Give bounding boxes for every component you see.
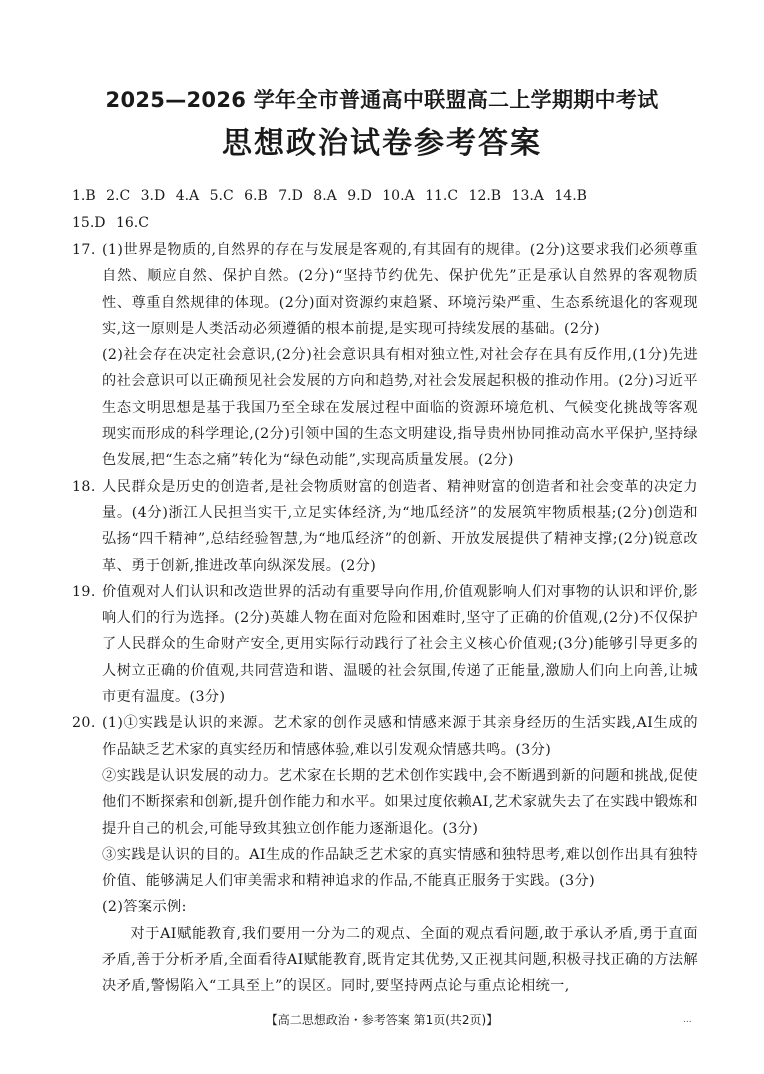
- question-18-answer: [72, 474, 698, 579]
- answer-paragraph: (2)社会存在决定社会意识,(2分)社会意识具有相对独立性,对社会存在具有反作用,(1分)先进的社会意识可以正确预见社会发展的方向和趋势,对社会发展起积极的推动作用。(2分)习近平生态文明思想是基于我国乃至全球在发展过程中面临的资源环境危机、气候变化挑战等客观现实而形成的科学理论,(2分)引领中国的生态文明建设,指导贵州协同推动高水平保护,坚持绿色发展,把“生态之痛”转化为“绿色动能”,实现高质量发展。(2分): [102, 347, 698, 469]
- answer-paragraph: 对于AI赋能教育,我们要用一分为二的观点、全面的观点看问题,敢于承认矛盾,勇于直面矛盾,善于分析矛盾,全面看待AI赋能教育,既肯定其优势,又正视其问题,积极寻找正确的方法解决矛盾,警惕陷入“工具至上”的误区。同时,要坚持两点论与重点论相统一,: [102, 925, 698, 995]
- mc-answer: 14.B: [554, 188, 587, 204]
- mc-answer: 15.D: [72, 215, 106, 231]
- mc-answer: 8.A: [313, 188, 337, 204]
- mc-answers-line-2: [72, 210, 698, 237]
- mc-answer: 2.C: [106, 188, 131, 204]
- page-footer: 【高二思想政治・参考答案 第1页(共2页)】: [265, 1013, 499, 1027]
- question-19-answer: [72, 579, 698, 710]
- question-number: 19.: [72, 583, 96, 600]
- mc-answer: 10.A: [382, 188, 415, 204]
- answer-paragraph: ②实践是认识发展的动力。艺术家在长期的艺术创作实践中,会不断遇到新的问题和挑战,促使他们不断探索和创新,提升创作能力和水平。如果过度依赖AI,艺术家就失去了在实践中锻炼和提升自己的机会,可能导致其独立创作能力逐渐退化。(3分): [102, 767, 698, 837]
- answer-subheading: (2)答案示例:: [102, 899, 187, 916]
- exam-title: 2025—2026 学年全市普通高中联盟高二上学期期中考试: [105, 88, 659, 112]
- answer-paragraph: 价值观对人们认识和改造世界的活动有重要导向作用,价值观影响人们对事物的认识和评价,影响人们的行为选择。(2分)英雄人物在面对危险和困难时,坚守了正确的价值观,(2分)不仅保护了人民群众的生命财产安全,更用实际行动践行了社会主义核心价值观;(3分)能够引导更多的人树立正确的价值观,共同营造和谐、温暖的社会氛围,传递了正能量,激励人们向上向善,让城市更有温度。(3分): [102, 583, 698, 706]
- footer-mark: ...: [683, 1015, 692, 1025]
- question-number: 18.: [72, 478, 96, 495]
- question-17-answer: [72, 237, 698, 474]
- answer-paragraph: 人民群众是历史的创造者,是社会物质财富的创造者、精神财富的创造者和社会变革的决定力量。(4分)浙江人民担当实干,立足实体经济,为“地瓜经济”的发展筑牢物质根基;(2分)创造和弘扬“四千精神”,总结经验智慧,为“地瓜经济”的创新、开放发展提供了精神支撑;(2分)锐意改革、勇于创新,推进改革向纵深发展。(2分): [102, 478, 698, 574]
- mc-answer: 5.C: [209, 188, 234, 204]
- question-20-answer: [72, 710, 698, 999]
- mc-answer: 7.D: [278, 188, 303, 204]
- mc-answer: 6.B: [244, 188, 268, 204]
- question-number: 17.: [72, 242, 96, 258]
- mc-answer: 3.D: [140, 188, 166, 204]
- mc-answer: 13.A: [511, 188, 544, 204]
- question-number: 20.: [72, 715, 96, 732]
- answer-body: [72, 183, 698, 1000]
- mc-answer: 16.C: [115, 215, 149, 231]
- document-title: 思想政治试卷参考答案: [222, 126, 542, 161]
- answer-paragraph: ③实践是认识的目的。AI生成的作品缺乏艺术家的真实情感和独特思考,难以创作出具有独特价值、能够满足人们审美需求和精神追求的作品,不能真正服务于实践。(3分): [102, 846, 698, 890]
- mc-answer: 1.B: [72, 188, 96, 204]
- answer-paragraph: (1)世界是物质的,自然界的存在与发展是客观的,有其固有的规律。(2分)这要求我们必须尊重自然、顺应自然、保护自然。(2分)“坚持节约优先、保护优先”正是承认自然界的客观物质性、尊重自然规律的体现。(2分)面对资源约束趋紧、环境污染严重、生态系统退化的客观现实,这一原则是人类活动必须遵循的根本前提,是实现可持续发展的基础。(2分): [102, 242, 698, 337]
- mc-answers-line-1: [72, 183, 698, 210]
- answer-paragraph: (1)①实践是认识的来源。艺术家的创作灵感和情感来源于其亲身经历的生活实践,AI生成的作品缺乏艺术家的真实经历和情感体验,难以引发观众情感共鸣。(3分): [102, 715, 698, 758]
- mc-answer: 12.B: [468, 188, 502, 204]
- mc-answer: 11.C: [425, 188, 459, 204]
- mc-answer: 4.A: [175, 188, 200, 204]
- mc-answer: 9.D: [347, 188, 372, 204]
